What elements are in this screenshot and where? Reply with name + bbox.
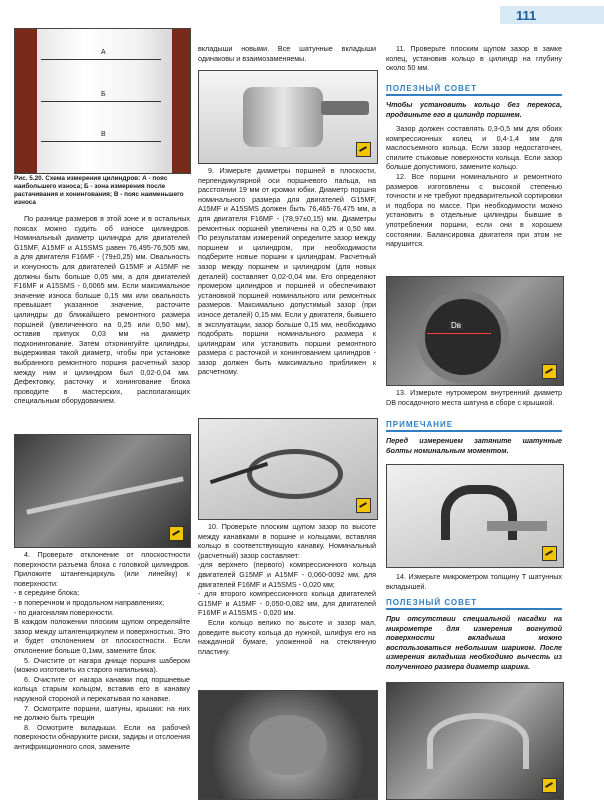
col1-step6: 6. Очистите от нагара канавки под поршневые кольца старым кольцом, вставив его в канавку наружной стороной и перекатывая по канавке.: [14, 674, 190, 703]
photo-label-db: Dв: [451, 321, 462, 330]
col3-step14: 14. Измерьте микрометром толщину Т шатунных вкладышей.: [386, 572, 562, 591]
tip-2-icon: [542, 778, 557, 793]
measure-line-c: [41, 141, 161, 142]
step-14-icon: [542, 546, 557, 561]
page-number-tab: [500, 6, 604, 24]
note-text: Перед измерением затяните шатунные болты номинальным моментом.: [386, 436, 562, 455]
col3-para1: Зазор должен составлять 0,3-0,5 мм для обоих компрессионных колец и 0,4-1,4 мм для маслосъемного кольца. Если зазор недостаточен, спилите стыковые поверхности кольца. Если зазор больше допустимого, замените кольцо.: [386, 124, 562, 172]
col3-step12: 12. Все поршни номинального и ремонтного размеров изготовлены с высокой степенью точности и не требуют предварительной сортировки и подбора по массе. При необходимости можно установить в отдельные цилиндры бывшие в употреблении поршни, если они в хорошем состоянии. Балансировка двигателя при этом не нарушится.: [386, 171, 562, 249]
col2-tail: Если кольцо велико по высоте и зазор мал, доведите высоту кольца до нужной, шлифуя его на наждачной бумаге, уложенной на стеклянную пластину.: [198, 617, 376, 656]
cylinder-wall-left: [15, 29, 37, 173]
column-2-top: [198, 44, 376, 63]
col1-bullet-3: - по диагоналям поверхности.: [14, 607, 114, 617]
label-c: В: [101, 131, 106, 138]
label-a: А: [101, 49, 106, 56]
col2-step10: 10. Проверьте плоским щупом зазор по высоте между канавками в поршне и кольцами, вставляя кольцо в соответствующую канавку. Номинальный (расчетный) зазор составляет:: [198, 522, 376, 560]
tip-header-2: ПОЛЕЗНЫЙ СОВЕТ: [386, 598, 562, 610]
column-3-body: [386, 124, 562, 249]
measure-line-a: [41, 59, 161, 60]
label-b: Б: [101, 91, 106, 98]
page-number: 111: [516, 8, 537, 23]
col1-bullet-2: - в поперечном и продольном направлениях;: [14, 597, 165, 607]
tip-header-1: ПОЛЕЗНЫЙ СОВЕТ: [386, 84, 562, 96]
figure-caption: Рис. 5.20. Схема измерения цилиндров: А - пояс наибольшего износа; Б - зона измерения после растачивания и хонингования; В - пояс наименьшего износа: [14, 175, 184, 206]
tip-text-2: При отсутствии специальной насадки на микрометре для измерения вогнутой поверхности вкладыша можно воспользоваться небольшим шариком. После измерения вкладыша необходимо вычесть из полученного размера диаметр шарика.: [386, 614, 562, 671]
col1-step4: 4. Проверьте отклонение от плоскостности поверхности разъема блока с головкой цилиндров. Приложите штангенциркуль (или линейку) к поверхности:: [14, 550, 190, 588]
bearing-shell: [427, 713, 529, 769]
micrometer: [321, 101, 369, 115]
col1-step4b: В каждом положении плоским щупом определяйте зазор между штангенциркулем и поверхностью. Это и будет отклонением от плоскостности. Если отклонение больше 0,1мм, замените блок.: [14, 617, 190, 655]
figure-cylinder-measurement: [14, 28, 191, 174]
measure-line-b: [41, 101, 161, 102]
col3-step11: 11. Проверьте плоским щупом зазор в замке колец, установив кольцо в цилиндр на глубину около 50 мм.: [386, 44, 562, 73]
step-13-icon: [542, 364, 557, 379]
cylinder-wall-right: [172, 29, 190, 173]
col2-step9: 9. Измерьте диаметры поршней в плоскости, перпендикулярной оси поршневого пальца, на расстоянии 19 мм от кромки юбки. Диаметр поршня номинального размера для двигателей G15MF, A15MF и A15SMS должен быть 76,465-76,475 мм, а для двигателя F16MF - (78,97±0,15) мм. Диаметры ремонтных поршней увеличены на 0,25 и 0,50 мм. По результатам измерений определите зазор между поршнем и цилиндром, при необходимости подберите новые поршни к цилиндрам. Расчетный зазор между поршнем и цилиндром (для новых деталей) составляет 0,02-0,04 мм. Его определяют промером цилиндров и поршней и обеспечивают установкой поршней номинального или ремонтных размеров. Максимально допустимый зазор (при износе деталей) 0,15 мм. Если у двигателя, бывшего в эксплуатации, зазор больше 0,15 мм, необходимо подобрать поршни номинального размера к цилиндрам или установить поршни ремонтного размера с расточкой и хонингованием цилиндров - зазор должен быть максимально приближен к расчетному.: [198, 166, 376, 377]
col1-para1: По разнице размеров в этой зоне и в остальных поясах можно судить об износе цилиндров. Номинальный диаметр цилиндра для двигателей G15MF, A15MF и A15SMS равен 76,495-76,505 мм, а для двигателя F16MF - (79±0,25) мм. Овальность и конусность для двигателей G15MF и A15MF не должны быть больше 0,05 мм, а для двигателей F16MF и A15SMS - 0,0065 мм. Если максимальное значение износа больше 0,15 мм или овальность превышает указанное значение, расточите цилиндры до ближайшего ремонтного размера поршней (увеличенного на 0,25 или 0,50 мм), оставив припуск 0,03 мм на диаметр подхонингование. Затем отхонингуйте цилиндры, выдерживая такой диаметр, чтобы при установке выбранного ремонтного поршня расчетный зазор между ним и цилиндром был 0,02-0,04 мм. Дефектовку, расточку и хонингование блока проводите в мастерских, располагающих специальным оборудованием.: [14, 214, 190, 406]
col1-bullet-1: - в середине блока;: [14, 588, 80, 598]
col1-step8: 8. Осмотрите вкладыши. Если на рабочей поверхности обнаружите риски, задиры и отслоения антифрикционного слоя, замените: [14, 722, 190, 751]
col3-step13: 13. Измерьте нутромером внутренний диаметр DB посадочного места шатуна в сборе с крышкой.: [386, 388, 562, 407]
photo-conrod-bore: [386, 276, 564, 386]
tip-text-1: Чтобы установить кольцо без перекоса, продвиньте его в цилиндр поршнем.: [386, 100, 562, 119]
col2-bullet-1: -для верхнего (первого) компрессионного кольца двигателей G15MF и A15MF - 0,060-0092 мм, для двигателей F16MF и A15SMS - 0,020 мм;: [198, 560, 376, 589]
column-2: [198, 166, 376, 377]
step-9-icon: [356, 142, 371, 157]
photo-piston-bottom: [198, 690, 378, 800]
ring: [247, 449, 343, 499]
column-3-step14: [386, 572, 562, 591]
photo-ball-measure: [386, 682, 564, 800]
bore-diameter-arrow: [427, 333, 491, 334]
column-1-lower: [14, 550, 190, 751]
photo-micrometer: [386, 464, 564, 568]
column-3: [386, 44, 562, 73]
column-2-lower: [198, 522, 376, 656]
step-10-icon: [356, 498, 371, 513]
column-3-step13: [386, 388, 562, 407]
note-header: ПРИМЕЧАНИЕ: [386, 420, 562, 432]
photo-piston-measure: [198, 70, 378, 164]
piston: [243, 87, 323, 147]
piston-crown: [249, 715, 327, 775]
micrometer-spindle: [487, 521, 547, 531]
photo-block-flatness: [14, 434, 191, 548]
column-1: [14, 214, 190, 406]
col1-step7: 7. Осмотрите поршни, шатуны, крышки: на них не должно быть трещин: [14, 703, 190, 723]
col2-bullet-2: - для второго компрессионного кольца двигателей G15MF и A15MF - 0,050-0,082 мм, для двигателей F16MF и A15SMS - 0,020 мм.: [198, 589, 376, 618]
micrometer-frame: [441, 485, 517, 540]
step-4-icon: [169, 526, 184, 541]
col1-step5: 5. Очистите от нагара днище поршня шабером (можно изготовить из старого напильника).: [14, 655, 190, 675]
photo-ring-clearance: [198, 418, 378, 520]
col2-top: вкладыши новыми. Все шатунные вкладыши одинаковы и взаимозаменяемы.: [198, 44, 376, 63]
straightedge: [26, 476, 184, 514]
conrod-bore: [417, 291, 509, 383]
